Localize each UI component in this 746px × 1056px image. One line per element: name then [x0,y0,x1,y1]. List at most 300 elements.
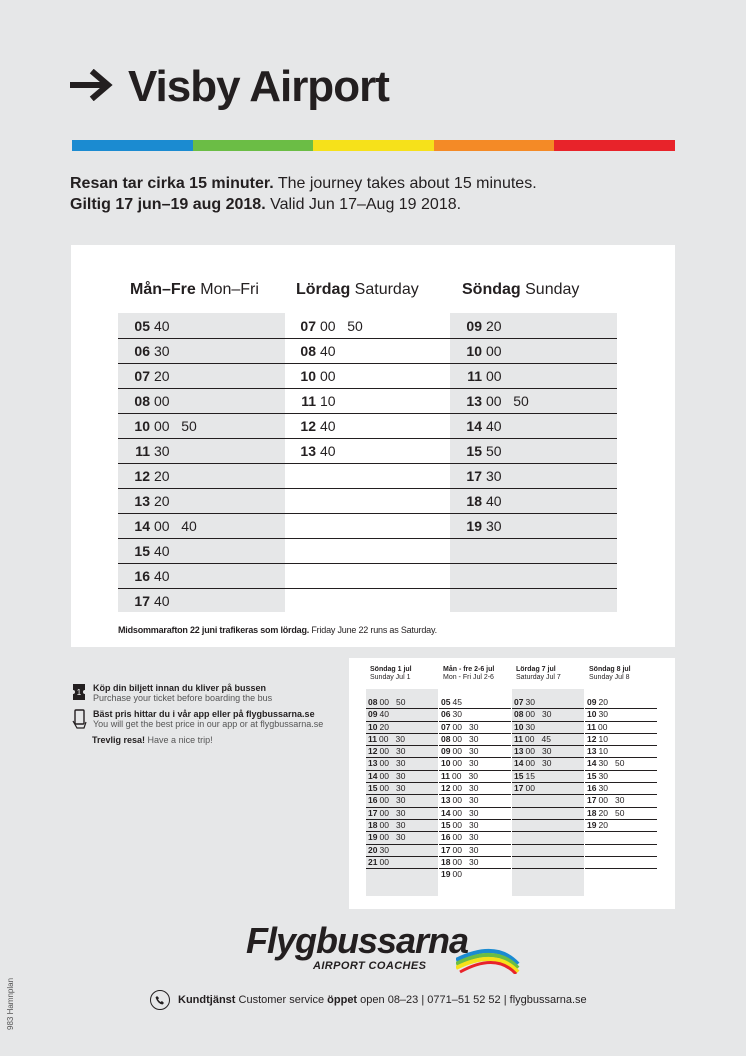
midsommar-note [118,625,437,635]
duration-en: The journey takes about 15 minutes. [277,175,537,192]
special-departure-row [366,845,438,857]
special-departure-minutes: 00 45 [525,733,551,744]
departure-minutes: 00 40 [154,518,197,534]
special-departure-minutes: 20 [379,721,389,732]
special-departure-row [439,758,511,770]
departure-row [118,539,285,564]
stripe-segment [313,140,434,151]
logo-sub: AIRPORT COACHES [313,960,427,972]
special-departure-minutes: 00 [525,783,535,794]
rainbow-swoosh-icon [456,940,522,974]
departure-hour: 16 [134,568,150,584]
departure-row [450,314,617,339]
departure-row [118,364,285,389]
nice-trip [92,735,323,745]
departure-hour: 18 [466,493,482,509]
midsommar-en: Friday June 22 runs as Saturday. [311,625,437,635]
special-departure-row [512,832,584,844]
special-departure-row [366,722,438,734]
info-block [72,683,323,745]
special-departure-row [439,808,511,820]
departure-minutes: 20 [154,368,170,384]
departure-row [284,564,451,589]
app-info [72,709,323,731]
intro [70,173,537,215]
departure-hour: 11 [467,368,482,384]
special-departure-hour: 18 [368,819,378,830]
departure-hour: 11 [135,443,150,459]
special-departure-row [366,746,438,758]
departure-hour: 17 [466,468,482,484]
special-departure-minutes: 00 30 [452,832,479,843]
departure-row [118,464,285,489]
special-departure-minutes: 00 30 [452,856,479,867]
departure-row [284,439,451,464]
special-departure-hour: 13 [441,795,451,806]
special-departure-row [439,771,511,783]
special-departure-row [512,746,584,758]
special-departure-hour: 19 [587,819,597,830]
departure-minutes: 40 [154,543,170,559]
special-column-header [589,666,657,690]
special-departure-hour: 09 [587,697,597,707]
column-header-sv: Mån–Fre [130,281,196,298]
phone-icon [150,990,170,1010]
svg-text:1: 1 [76,688,82,697]
special-departure-hour: 18 [441,856,451,867]
departure-hour: 19 [466,518,482,534]
special-departure-hour: 10 [441,758,451,769]
special-departure-hour: 13 [587,746,597,757]
special-departure-hour: 21 [368,856,378,867]
special-departure-minutes: 30 [598,783,608,794]
departure-hour: 09 [466,318,482,334]
departure-hour: 08 [300,343,316,359]
special-column [366,666,438,867]
departure-minutes: 00 [320,368,336,384]
departure-row [284,464,451,489]
special-departure-hour: 16 [441,832,451,843]
special-departure-row [366,808,438,820]
special-departure-row [366,832,438,844]
special-departure-minutes: 30 50 [598,758,625,769]
special-departure-hour: 12 [441,783,451,794]
departure-minutes: 20 [154,468,170,484]
departure-row [284,489,451,514]
special-departure-minutes: 00 30 [525,709,552,720]
special-departure-hour: 20 [368,844,378,855]
special-departure-hour: 17 [368,807,378,818]
departure-row [284,514,451,539]
special-departure-hour: 06 [441,709,451,720]
special-departure-row [366,771,438,783]
departure-row [284,539,451,564]
special-departure-row [585,820,657,832]
special-departure-hour: 14 [441,807,451,818]
departure-row [284,414,451,439]
special-header-en: Sunday Jul 1 [370,674,411,681]
special-departure-row [366,783,438,795]
departure-row [118,489,285,514]
special-departure-hour: 07 [441,721,451,732]
departure-minutes: 00 50 [486,393,529,409]
departure-hour: 13 [134,493,150,509]
arrow-right-icon [70,62,114,112]
ticket-info [72,683,323,705]
special-departure-minutes: 00 30 [452,819,479,830]
special-departure-row [585,771,657,783]
special-departure-row [585,808,657,820]
timetable-card [71,245,675,647]
departure-hour: 15 [466,443,482,459]
special-departure-hour: 13 [368,758,378,769]
special-departure-minutes: 00 [598,721,608,732]
special-departure-row [439,722,511,734]
special-departure-row [366,697,438,709]
special-departure-row [366,820,438,832]
special-departure-hour: 14 [587,758,597,769]
special-departure-hour: 17 [587,795,597,806]
special-departure-row [439,709,511,721]
special-departure-minutes: 00 [379,856,389,867]
special-departure-row [439,783,511,795]
stripe-segment [554,140,675,151]
departure-row [118,564,285,589]
special-departure-minutes: 00 30 [379,783,406,794]
special-departure-hour: 15 [368,783,378,794]
departure-minutes: 30 [486,518,502,534]
special-departure-minutes: 30 [379,844,389,855]
departure-minutes: 00 [486,368,502,384]
departure-minutes: 40 [154,593,170,609]
special-departure-minutes: 10 [598,746,608,757]
special-departure-minutes: 30 [598,770,608,781]
special-departure-minutes: 00 30 [379,758,406,769]
special-departure-row [366,758,438,770]
departure-row [118,439,285,464]
special-departure-minutes: 40 [379,709,389,720]
special-departure-hour: 15 [587,770,597,781]
special-header-en: Mon - Fri Jul 2-6 [443,674,494,681]
special-departure-row [439,857,511,869]
special-departure-minutes: 00 30 [525,758,552,769]
special-departure-minutes: 20 [598,819,608,830]
special-departure-hour: 19 [441,869,451,880]
midsommar-sv: Midsommarafton 22 juni trafikeras som lördag. [118,625,310,635]
special-departure-row [512,758,584,770]
ticket-en: Purchase your ticket before boarding the bus [93,693,273,703]
page-title [70,62,389,112]
departure-row [450,439,617,464]
flygbussarna-logo [246,920,469,972]
special-departure-row [512,734,584,746]
departure-row [284,364,451,389]
special-header-en: Saturday Jul 7 [516,674,561,681]
special-departure-minutes: 20 50 [598,807,625,818]
departure-row [118,339,285,364]
special-departure-hour: 10 [368,721,378,732]
special-departure-minutes: 00 30 [452,795,479,806]
departure-hour: 14 [134,518,150,534]
footer-sv2: öppet [327,994,358,1006]
departure-hour: 11 [301,393,316,409]
departure-row [450,339,617,364]
departure-hour: 07 [134,368,150,384]
special-departure-row [585,709,657,721]
departure-row [450,489,617,514]
special-departure-row [512,820,584,832]
special-header-sv: Mån - fre 2-6 jul [443,666,495,673]
special-departure-row [585,832,657,844]
special-departure-row [512,845,584,857]
special-header-sv: Söndag 8 jul [589,666,631,673]
footer-rest: open 08–23 | 0771–51 52 52 | flygbussarna.se [360,994,587,1006]
special-departure-row [585,783,657,795]
special-departure-row [439,845,511,857]
special-column [585,666,657,830]
special-departure-row [512,869,584,880]
departure-minutes: 30 [154,443,170,459]
special-departure-hour: 08 [368,697,378,707]
special-departure-minutes: 00 30 [379,807,406,818]
special-departure-minutes: 45 [452,697,462,707]
departure-row [118,414,285,439]
special-departure-row [512,795,584,807]
departure-minutes: 50 [486,443,502,459]
departure-minutes: 00 [486,343,502,359]
special-departure-hour: 09 [368,709,378,720]
validity-sv: Giltig 17 jun–19 aug 2018. [70,196,266,213]
departure-minutes: 20 [486,318,502,334]
departure-row [450,539,617,564]
side-code: 983 Hamnplan [6,977,15,1030]
special-departure-minutes: 00 30 [452,733,479,744]
special-departure-minutes: 30 [525,721,535,732]
departure-row [450,589,617,613]
special-departure-minutes: 30 [598,709,608,720]
departure-row [284,389,451,414]
special-departure-minutes: 00 30 [452,758,479,769]
departure-row [118,314,285,339]
departure-hour: 14 [466,418,482,434]
nice-en: Have a nice trip! [147,735,213,745]
special-departure-hour: 10 [514,721,524,732]
departure-row [450,414,617,439]
special-departure-row [585,869,657,880]
special-departure-row [512,697,584,709]
departure-minutes: 00 50 [154,418,197,434]
special-departure-minutes: 00 30 [598,795,625,806]
special-departure-hour: 17 [514,783,524,794]
departure-row [450,514,617,539]
departure-minutes: 40 [320,418,336,434]
departure-hour: 10 [134,418,150,434]
departure-minutes: 40 [154,318,170,334]
special-column-header [443,666,511,690]
special-departure-hour: 14 [514,758,524,769]
departure-minutes: 10 [320,393,336,409]
special-departure-hour: 05 [441,697,451,707]
timetable-column [118,281,285,609]
nice-sv: Trevlig resa! [92,735,146,745]
departure-row [450,364,617,389]
column-header [296,281,451,303]
app-en: You will get the best price in our app or at flygbussarna.se [93,719,324,729]
special-departure-minutes: 00 30 [452,783,479,794]
special-departure-hour: 16 [587,783,597,794]
departure-row [118,589,285,613]
special-departure-hour: 12 [587,733,597,744]
special-departure-row [366,869,438,880]
stripe-segment [193,140,314,151]
special-departure-row [512,857,584,869]
special-departure-minutes: 00 30 [379,733,405,744]
special-departure-minutes: 10 [598,733,608,744]
departure-row [284,339,451,364]
special-departure-row [439,869,511,880]
special-departure-minutes: 00 30 [379,770,406,781]
special-departure-row [585,795,657,807]
special-departure-minutes: 00 [452,869,462,880]
departure-hour: 12 [300,418,316,434]
special-departure-minutes: 00 30 [452,721,479,732]
special-departure-minutes: 00 30 [379,795,406,806]
departure-minutes: 00 [154,393,170,409]
departure-hour: 05 [134,318,150,334]
departure-minutes: 30 [154,343,170,359]
departure-row [450,564,617,589]
special-departure-row [366,857,438,869]
departure-row [450,389,617,414]
special-departure-hour: 14 [368,770,378,781]
special-timetable-card [349,658,675,909]
column-header-sv: Söndag [462,281,521,298]
special-departure-hour: 15 [514,770,524,781]
special-departure-hour: 09 [441,746,451,757]
stripe-segment [72,140,193,151]
departure-minutes: 40 [320,343,336,359]
special-departure-row [439,832,511,844]
special-departure-hour: 11 [441,770,450,781]
timetable-column [450,281,617,534]
special-departure-row [439,795,511,807]
departure-hour: 06 [134,343,150,359]
departure-minutes: 30 [486,468,502,484]
ticket-icon [72,683,90,705]
timetable-column [284,281,451,459]
special-departure-hour: 11 [368,733,377,744]
special-departure-hour: 13 [514,746,524,757]
special-departure-hour: 08 [514,709,524,720]
special-departure-minutes: 00 30 [452,807,479,818]
departure-hour: 17 [134,593,150,609]
special-departure-row [439,820,511,832]
special-departure-minutes: 00 30 [452,746,479,757]
color-stripe [72,140,675,151]
special-header-sv: Söndag 1 jul [370,666,412,673]
footer-sv1: Kundtjänst [178,994,236,1006]
special-departure-minutes: 15 [525,770,535,781]
special-departure-row [512,783,584,795]
special-departure-row [439,734,511,746]
special-departure-row [366,709,438,721]
special-header-en: Sunday Jul 8 [589,674,630,681]
departure-row [118,389,285,414]
special-departure-minutes: 00 30 [452,770,478,781]
special-column [439,666,511,880]
special-departure-row [585,722,657,734]
column-header-en: Mon–Fri [200,281,259,298]
column-header-en: Saturday [354,281,419,298]
special-departure-minutes: 30 [452,709,462,720]
special-departure-row [366,734,438,746]
special-departure-hour: 07 [514,697,524,707]
special-departure-hour: 11 [587,721,596,732]
departure-hour: 10 [300,368,316,384]
footer-en1: Customer service [238,994,325,1006]
special-departure-row [585,746,657,758]
special-departure-hour: 12 [368,746,378,757]
special-departure-row [585,857,657,869]
validity-en: Valid Jun 17–Aug 19 2018. [270,196,462,213]
special-departure-row [585,758,657,770]
departure-row [450,464,617,489]
departure-hour: 13 [300,443,316,459]
special-departure-minutes: 00 30 [379,819,406,830]
departure-hour: 13 [466,393,482,409]
departure-minutes: 00 50 [320,318,363,334]
departure-hour: 07 [300,318,316,334]
special-departure-row [512,722,584,734]
phone-hand-icon [72,709,90,731]
stripe-segment [434,140,555,151]
departure-minutes: 40 [486,493,502,509]
column-header [462,281,617,303]
special-column-header [370,666,438,690]
column-header-en: Sunday [525,281,580,298]
departure-hour: 10 [466,343,482,359]
special-departure-minutes: 00 30 [525,746,552,757]
special-departure-row [585,697,657,709]
special-departure-minutes: 00 30 [452,844,479,855]
special-departure-hour: 15 [441,819,451,830]
departure-hour: 15 [134,543,150,559]
departure-minutes: 20 [154,493,170,509]
departure-row [284,314,451,339]
special-departure-minutes: 20 [598,697,608,707]
special-departure-row [439,746,511,758]
departure-hour: 08 [134,393,150,409]
column-header [130,281,285,303]
departure-minutes: 40 [486,418,502,434]
special-departure-row [585,845,657,857]
app-sv: Bäst pris hittar du i vår app eller på flygbussarna.se [93,709,315,719]
duration-sv: Resan tar cirka 15 minuter. [70,175,274,192]
departure-row [284,589,451,613]
departure-minutes: 40 [154,568,170,584]
logo-name: Flygbussarna [246,920,469,961]
title-text: Visby Airport [128,62,389,111]
special-departure-row [512,808,584,820]
special-departure-minutes: 00 50 [379,697,406,707]
special-departure-row [439,697,511,709]
departure-minutes: 40 [320,443,336,459]
special-departure-minutes: 00 30 [379,832,406,843]
special-column [512,666,584,794]
ticket-sv: Köp din biljett innan du kliver på bussen [93,683,267,693]
departure-hour: 12 [134,468,150,484]
special-departure-hour: 08 [441,733,451,744]
